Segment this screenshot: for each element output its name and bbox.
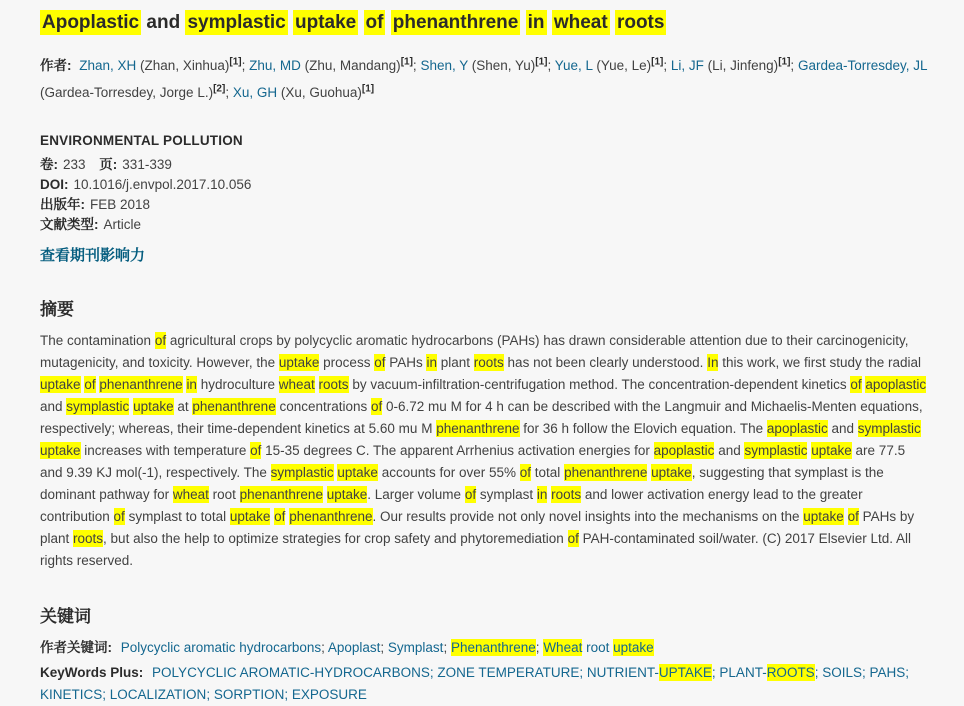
keyword-separator: ; xyxy=(443,640,451,655)
keyword-separator: ; xyxy=(535,640,544,655)
author-entry xyxy=(420,58,554,73)
author-separator: ; xyxy=(790,57,798,73)
pages-label: 页: xyxy=(99,157,118,172)
volume-pages-line xyxy=(40,155,926,175)
author-entry xyxy=(555,58,671,73)
keyword-separator: ; xyxy=(380,640,388,655)
author-separator: ; xyxy=(225,85,233,100)
author-fullname: (Xu, Guohua) xyxy=(277,85,362,100)
author-entry xyxy=(671,58,798,73)
keyword-separator: ; xyxy=(862,665,870,680)
author-separator: ; xyxy=(241,57,250,73)
author-affiliation-sup: [1] xyxy=(651,56,664,67)
keywords-plus-label: KeyWords Plus: xyxy=(40,665,144,680)
author-link[interactable]: Yue, L xyxy=(554,57,593,73)
author-fullname: (Yue, Le) xyxy=(592,57,652,73)
author-link[interactable]: Shen, Y xyxy=(420,57,468,73)
author-entry xyxy=(233,85,374,100)
author-link[interactable]: Zhan, XH xyxy=(79,57,137,73)
keywords-plus-link[interactable]: POLYCYCLIC AROMATIC-HYDROCARBONS xyxy=(152,665,430,680)
author-keywords-label: 作者关键词: xyxy=(40,640,112,655)
doi-label: DOI: xyxy=(40,177,69,192)
abstract-text: The contamination of agricultural crops by polycyclic aromatic hydrocarbons (PAHs) has drawn considerable attention due to their carcinogenicity, mutagenicity, and toxicity. However, the uptake process of PAHs in plant roots has not been clearly understood. In this work, we first study the radial uptake of phenanthrene in hydroculture wheat roots by vacuum-infiltration-centrifugation method. The concentration-dependent kinetics of apoplastic and symplastic uptake at phenanthrene concentrations of 0-6.72 mu M for 4 h can be described with the Langmuir and Michaelis-Menten equations, respectively; whereas, their time-dependent kinetics at 5.60 mu M phenanthrene for 36 h follow the Elovich equation. The apoplastic and symplastic uptake increases with temperature of 15-35 degrees C. The apparent Arrhenius activation energies for apoplastic and symplastic uptake are 77.5 and 9.39 KJ mol(-1), respectively. The symplastic uptake accounts for over 55% of total phenanthrene uptake, suggesting that symplast is the dominant pathway for wheat root phenanthrene uptake. Larger volume of symplast in roots and lower activation energy lead to the greater contribution of symplast to total uptake of phenanthrene. Our results provide not only novel insights into the mechanisms on the uptake of PAHs by plant roots, but also the help to optimize strategies for crop safety and phytoremediation of PAH-contaminated soil/water. (C) 2017 Elsevier Ltd. All rights reserved. xyxy=(40,333,927,568)
keywords-heading: 关键词 xyxy=(40,607,91,626)
author-fullname: (Shen, Yu) xyxy=(467,57,536,73)
view-journal-impact-link[interactable]: 查看期刊影响力 xyxy=(40,247,146,264)
author-affiliation-sup: [2] xyxy=(213,83,226,95)
author-link[interactable]: Gardea-Torresdey, JL xyxy=(797,57,927,73)
journal-name: ENVIRONMENTAL POLLUTION xyxy=(40,133,243,148)
author-link[interactable]: Li, JF xyxy=(670,57,704,73)
abstract-heading: 摘要 xyxy=(40,300,74,319)
author-keyword-link[interactable]: Polycyclic aromatic hydrocarbons xyxy=(120,640,322,655)
author-keyword-link[interactable]: Phenanthrene xyxy=(450,640,536,655)
author-fullname: (Zhu, Mandang) xyxy=(300,57,401,73)
pub-year-label: 出版年: xyxy=(40,197,85,212)
author-link[interactable]: Zhu, MD xyxy=(249,57,301,73)
keyword-separator: ; xyxy=(206,687,214,702)
doc-type-value: Article xyxy=(103,217,142,232)
author-separator: ; xyxy=(547,57,555,73)
author-separator: ; xyxy=(663,57,671,73)
author-affiliation-sup: [1] xyxy=(778,56,791,67)
keywords-plus-link[interactable]: SOILS xyxy=(822,665,862,680)
author-affiliation-sup: [1] xyxy=(535,56,548,67)
keywords-plus-link[interactable]: NUTRIENT-UPTAKE xyxy=(586,665,712,680)
pub-year-line xyxy=(40,195,926,215)
keyword-separator: ; xyxy=(814,665,823,680)
author-entry xyxy=(79,58,249,73)
keyword-separator: ; xyxy=(905,665,910,680)
author-keyword-link[interactable]: Wheat root uptake xyxy=(543,640,654,655)
keywords-plus-link[interactable]: EXPOSURE xyxy=(291,687,367,702)
author-keyword-link[interactable]: Symplast xyxy=(387,640,444,655)
doi-line xyxy=(40,175,926,195)
doc-type-line xyxy=(40,215,926,235)
keywords-plus-line xyxy=(40,662,945,706)
keywords-plus-link[interactable]: KINETICS xyxy=(40,687,103,702)
authors-label: 作者: xyxy=(40,57,72,73)
author-separator: ; xyxy=(412,57,421,73)
keywords-plus-link[interactable]: LOCALIZATION xyxy=(109,687,207,702)
keyword-separator: ; xyxy=(429,665,438,680)
author-fullname: (Li, Jinfeng) xyxy=(703,57,779,73)
authors-line xyxy=(40,50,940,105)
keywords-plus-link[interactable]: PLANT-ROOTS xyxy=(719,665,815,680)
author-fullname: (Gardea-Torresdey, Jorge L.) xyxy=(40,85,214,100)
doc-type-label: 文献类型: xyxy=(40,217,99,232)
author-link[interactable]: Xu, GH xyxy=(232,85,278,100)
keyword-separator: ; xyxy=(579,665,587,680)
doi-value: 10.1016/j.envpol.2017.10.056 xyxy=(73,177,252,192)
author-fullname: (Zhan, Xinhua) xyxy=(136,57,230,73)
keywords-plus-link[interactable]: ZONE TEMPERATURE xyxy=(437,665,580,680)
author-affiliation-sup: [1] xyxy=(361,83,375,95)
volume-value: 233 xyxy=(63,157,86,172)
keywords-plus-link[interactable]: SORPTION xyxy=(213,687,285,702)
article-title: Apoplastic and symplastic uptake of phenanthrene in wheat roots xyxy=(42,12,665,33)
keywords-plus-link[interactable]: PAHS xyxy=(869,665,906,680)
pages-value: 331-339 xyxy=(122,157,172,172)
author-affiliation-sup: [1] xyxy=(229,56,242,67)
keyword-separator: ; xyxy=(102,687,110,702)
keyword-separator: ; xyxy=(711,665,720,680)
author-affiliation-sup: [1] xyxy=(400,56,413,67)
author-keywords-line xyxy=(40,637,945,659)
author-entry xyxy=(249,58,420,73)
keyword-separator: ; xyxy=(321,640,328,655)
author-keyword-link[interactable]: Apoplast xyxy=(327,640,381,655)
keyword-separator: ; xyxy=(284,687,292,702)
volume-label: 卷: xyxy=(40,157,58,172)
pub-year-value: FEB 2018 xyxy=(90,197,151,212)
